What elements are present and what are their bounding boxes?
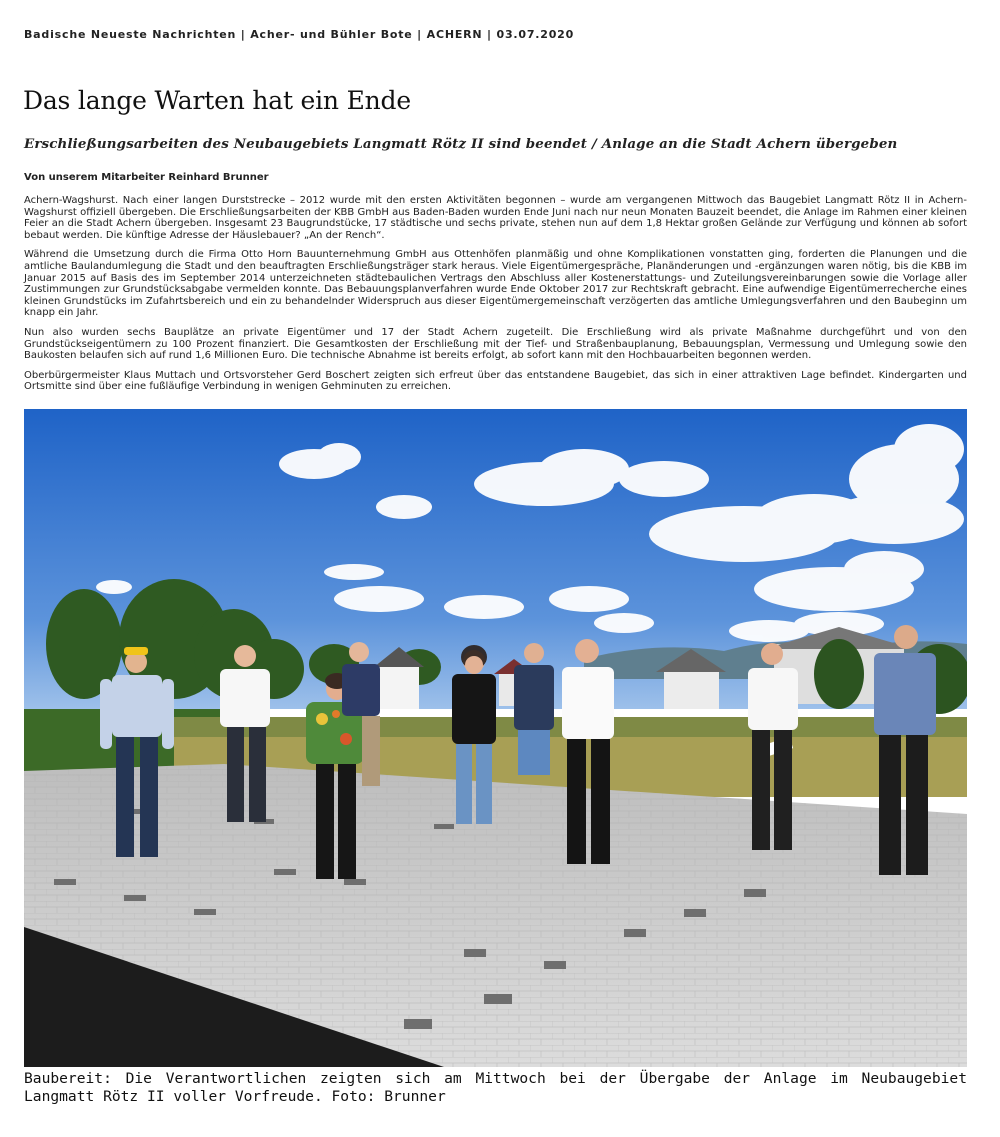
article-subheadline: Erschließungsarbeiten des Neubaugebiets Langmatt Rötz II sind beendet / Anlage an die Stadt Achern übergeben: [24, 136, 898, 152]
article-byline: Von unserem Mitarbeiter Reinhard Brunner: [24, 172, 269, 183]
article-paragraph: Während die Umsetzung durch die Firma Otto Horn Bauunternehmung GmbH aus Ottenhöfen planmäßig und ohne Komplikationen vonstatten ging, forderten die Planungen und die amtliche Baulandumlegung die Stadt und den beauftragten Erschließungsträger stark heraus. Viele Eigentümergespräche, Planänderungen und -ergänzungen waren nötig, bis die KBB im Januar 2015 auf Basis des im September 2014 unterzeichneten städtebaulichen Vertrags den Abschluss aller Kostenerstattungs- und Zuteilungsvereinbarungen sowie die Vorlage aller Zustimmungen zur Grundstücksabgabe vermelden konnte. Das Bebauungsplanverfahren wurde Ende Oktober 2017 zur Rechtskraft gebracht. Eine aufwendige Eigentümerrecherche eines kleinen Grundstücks im Zufahrtsbereich und ein zu behandelnder Widerspruch aus dieser Eigentümergemeinschaft verzögerten das amtliche Umlegungsverfahren und den Baubeginn um knapp ein Jahr.: [24, 249, 967, 319]
photo-caption: Baubereit: Die Verantwortlichen zeigten sich am Mittwoch bei der Übergabe der Anlage im Neubaugebiet Langmatt Rötz II voller Vorfreude. Foto: Brunner: [24, 1070, 967, 1105]
article-paragraph: Oberbürgermeister Klaus Muttach und Ortsvorsteher Gerd Boschert zeigten sich erfreut über das entstandene Baugebiet, das sich in einer attraktiven Lage befindet. Kindergarten und Ortsmitte sind über eine fußläufige Verbindung in wenigen Gehminuten zu erreichen.: [24, 369, 967, 393]
newspaper-source-line: Badische Neueste Nachrichten | Acher- und Bühler Bote | ACHERN | 03.07.2020: [24, 28, 575, 41]
article-headline: Das lange Warten hat ein Ende: [23, 86, 411, 115]
article-body: [24, 195, 967, 401]
group-photo: [24, 409, 967, 1067]
article-paragraph: Nun also wurden sechs Bauplätze an private Eigentümer und 17 der Stadt Achern zugeteilt. Die Erschließung wird als private Maßnahme durchgeführt und von den Grundstückseigentümern zu 100 Prozent finanziert. Die Gesamtkosten der Erschließung mit der Tief- und Straßenbauplanung, Bebauungsplan, Vermessung und Umlegung sowie den Baukosten belaufen sich auf rund 1,6 Millionen Euro. Die technische Abnahme ist bereits erfolgt, ab sofort kann mit den Hochbauarbeiten begonnen werden.: [24, 326, 967, 362]
article-paragraph: Achern-Wagshurst. Nach einer langen Durststrecke – 2012 wurde mit den ersten Aktivitäten begonnen – wurde am vergangenen Mittwoch das Baugebiet Langmatt Rötz II in Achern-Wagshurst offiziell übergeben. Die Erschließungsarbeiten der KBB GmbH aus Baden-Baden wurden Ende Juni nach nur neun Monaten Bauzeit beendet, die Anlage im Rahmen einer kleinen Feier an die Stadt Achern übergeben. Insgesamt 23 Baugrundstücke, 17 städtische und sechs private, stehen nun auf dem 1,8 Hektar großen Gelände zur Verfügung und können ab sofort bebaut werden. Die künftige Adresse der Häuslebauer? „An der Rench“.: [24, 195, 967, 241]
